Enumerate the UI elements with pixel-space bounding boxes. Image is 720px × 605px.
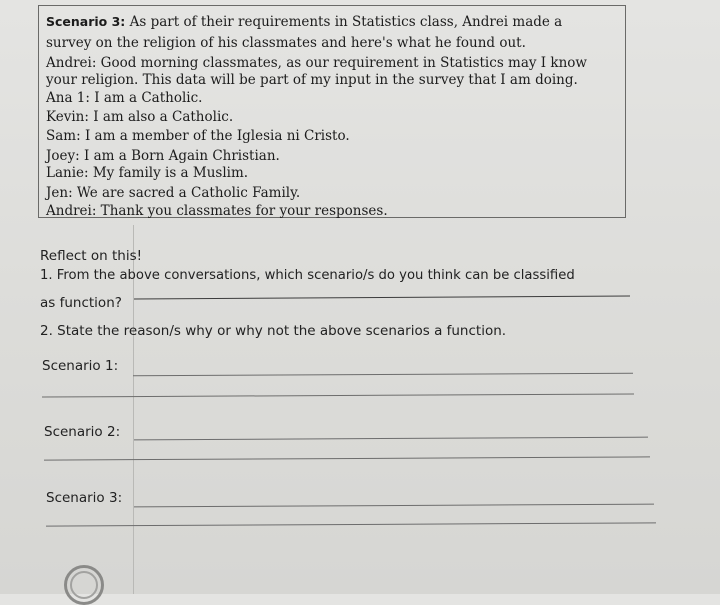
- answer-line[interactable]: [134, 504, 654, 508]
- answer-line[interactable]: [46, 522, 656, 526]
- question-1-line-2: as function?: [40, 295, 122, 311]
- dialogue-line: Kevin: I am also a Catholic.: [46, 109, 234, 125]
- dialogue-line: Joey: I am a Born Again Christian.: [46, 148, 280, 164]
- answer-line[interactable]: [134, 437, 648, 441]
- scenario-3-label: Scenario 3:: [46, 490, 123, 506]
- reflect-title: Reflect on this!: [40, 248, 143, 264]
- dialogue-line: Andrei: Good morning classmates, as our requirement in Statistics may I know: [46, 55, 587, 71]
- answer-line[interactable]: [42, 393, 634, 397]
- scenario-1-label: Scenario 1:: [42, 358, 119, 374]
- answer-line-q1[interactable]: [134, 295, 630, 299]
- question-1-line-1: 1. From the above conversations, which scenario/s do you think can be classified: [40, 268, 575, 283]
- dialogue-line: Jen: We are sacred a Catholic Family.: [46, 185, 301, 201]
- scenario-intro-line-2: survey on the religion of his classmates and here's what he found out.: [46, 35, 526, 51]
- scenario-intro-line-1: [46, 13, 562, 31]
- dialogue-line: Ana 1: I am a Catholic.: [46, 90, 203, 106]
- dialogue-line: Sam: I am a member of the Iglesia ni Cristo.: [46, 128, 350, 144]
- scenario-intro-text-1: As part of their requirements in Statistics class, Andrei made a: [129, 14, 563, 30]
- answer-line[interactable]: [44, 456, 650, 460]
- question-2: 2. State the reason/s why or why not the above scenarios a function.: [40, 323, 507, 339]
- scenario-heading: Scenario 3:: [46, 14, 126, 29]
- answer-line[interactable]: [133, 373, 633, 377]
- dialogue-line: Lanie: My family is a Muslim.: [46, 165, 249, 181]
- scenario-2-label: Scenario 2:: [44, 424, 121, 440]
- binder-ring-inner-icon: [70, 571, 98, 599]
- dialogue-line: Andrei: Thank you classmates for your responses.: [46, 203, 388, 219]
- dialogue-line: your religion. This data will be part of my input in the survey that I am doing.: [46, 72, 578, 88]
